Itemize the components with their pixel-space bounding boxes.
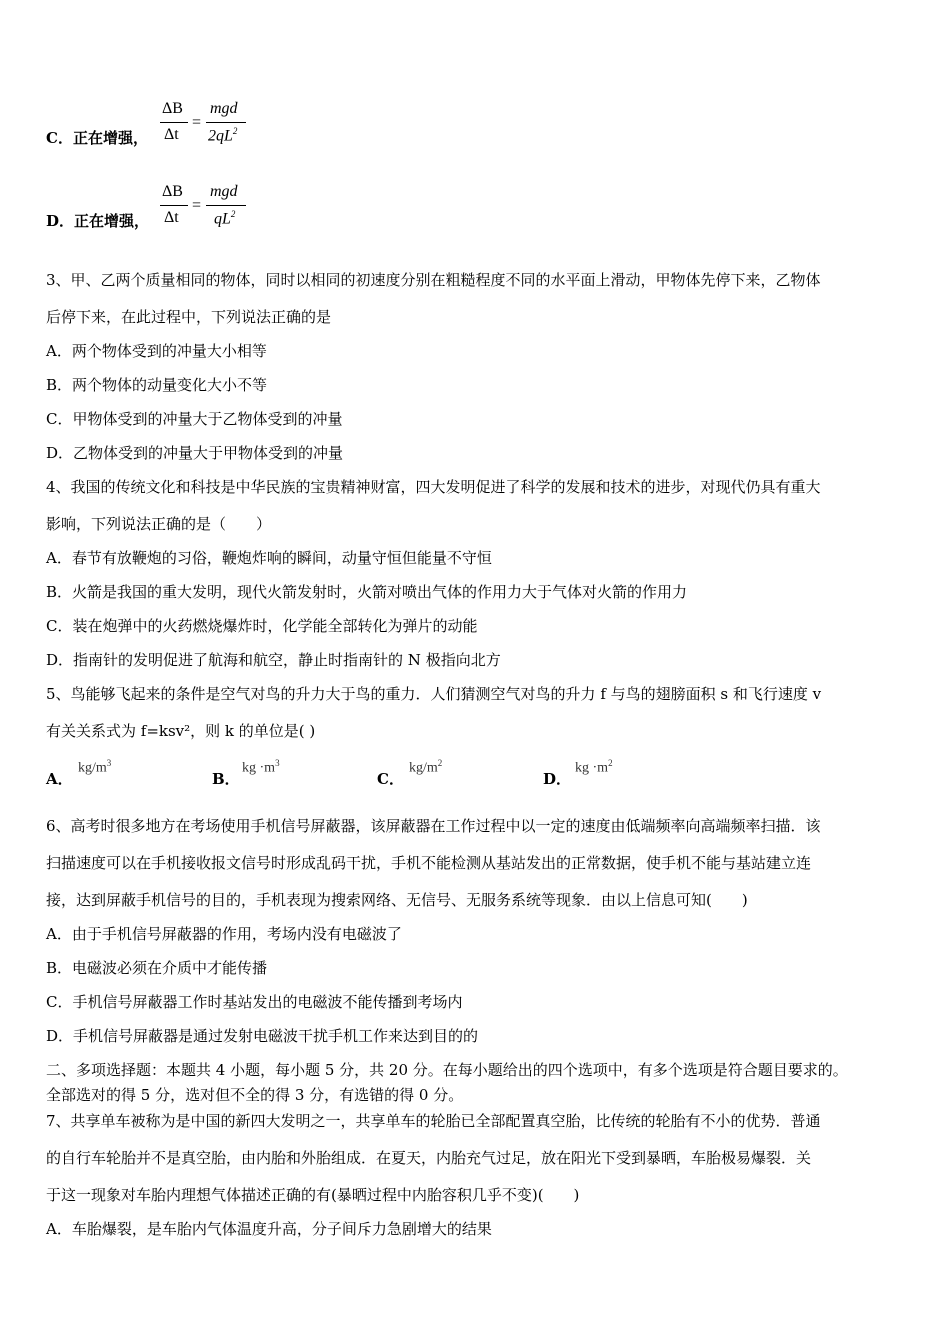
q4-stem-line2: 影响，下列说法正确的是（ ） [46,515,272,533]
section2-heading-line2: 全部选对的得 5 分，选对但不全的得 3 分，有选错的得 0 分。 [46,1086,464,1104]
q5-stem-line1: 5、鸟能够飞起来的条件是空气对鸟的升力大于鸟的重力．人们猜测空气对鸟的升力 f 与鸟的翅膀面积 s 和飞行速度 v [46,685,822,703]
q3-option-b: B．两个物体的动量变化大小不等 [46,376,268,394]
q5-option-c-label: C． [377,770,404,788]
q6-stem-line3: 接，达到屏蔽手机信号的目的，手机表现为搜索网络、无信号、无服务系统等现象．由以上信息可知( ) [46,891,748,909]
q4-option-a: A．春节有放鞭炮的习俗，鞭炮炸响的瞬间，动量守恒但能量不守恒 [46,549,492,567]
q2-option-d-fraction-left [160,183,190,233]
q6-stem-line2: 扫描速度可以在手机接收报文信号时形成乱码干扰，手机不能检测从基站发出的正常数据，使手机不能与基站建立连 [46,854,812,872]
q3-option-a: A．两个物体受到的冲量大小相等 [46,342,267,360]
q6-option-a: A．由于手机信号屏蔽器的作用，考场内没有电磁波了 [46,925,402,943]
fraction-numerator: mgd [210,183,238,200]
fraction-bar [160,205,188,206]
q7-stem-line3: 于这一现象对车胎内理想气体描述正确的有(暴晒过程中内胎容积几乎不变)( ) [46,1186,580,1204]
section2-heading-line1: 二、多项选择题：本题共 4 小题，每小题 5 分，共 20 分。在每小题给出的四个选项中，有多个选项是符合题目要求的。 [46,1061,848,1079]
fraction-denominator: qL [214,210,231,228]
q3-stem-line1: 3、甲、乙两个质量相同的物体，同时以相同的初速度分别在粗糙程度不同的水平面上滑动，甲物体先停下来，乙物体 [46,271,821,289]
q4-option-c: C．装在炮弹中的火药燃烧爆炸时，化学能全部转化为弹片的动能 [46,617,478,635]
fraction-numerator: mgd [210,100,238,117]
fraction-numerator: ΔB [162,100,183,117]
q6-option-d: D．手机信号屏蔽器是通过发射电磁波干扰手机工作来达到目的的 [46,1027,479,1045]
q2-option-c-fraction-right: mgd $2qL^2$ [206,100,250,150]
q4-option-b: B．火箭是我国的重大发明，现代火箭发射时，火箭对喷出气体的作用力大于气体对火箭的作用力 [46,583,688,601]
equals-sign: = [192,114,202,131]
q3-option-d: D．乙物体受到的冲量大于甲物体受到的冲量 [46,444,344,462]
q2-option-c-fraction-left [160,100,190,150]
q5-option-d-unit: kg ·m [575,760,609,776]
q7-option-a: A．车胎爆裂，是车胎内气体温度升高，分子间斥力急剧增大的结果 [46,1220,492,1238]
q3-stem-line2: 后停下来，在此过程中，下列说法正确的是 [46,308,332,326]
fraction-bar [206,122,246,123]
fraction-bar [160,122,188,123]
q5-stem-line2: 有关关系式为 f=ksv²，则 k 的单位是( ) [46,722,316,740]
equals-sign: = [192,197,202,214]
fraction-denominator: Δt [164,126,179,143]
q2-option-d-fraction-right: mgd $qL^2$ [206,183,250,233]
q2-option-d-label: D．正在增强， [46,212,150,230]
q6-option-c: C．手机信号屏蔽器工作时基站发出的电磁波不能传播到考场内 [46,993,463,1011]
q4-option-d: D．指南针的发明促进了航海和航空，静止时指南针的 N 极指向北方 [46,651,501,669]
q5-option-b-label: B． [212,770,240,788]
q6-stem-line1: 6、高考时很多地方在考场使用手机信号屏蔽器，该屏蔽器在工作过程中以一定的速度由低端频率向高端频率扫描．该 [46,817,821,835]
q6-option-b: B．电磁波必须在介质中才能传播 [46,959,268,977]
fraction-numerator: ΔB [162,183,183,200]
fraction-bar [206,205,246,206]
q5-option-c-unit: kg/m [409,760,438,776]
q3-option-c: C．甲物体受到的冲量大于乙物体受到的冲量 [46,410,343,428]
q7-stem-line1: 7、共享单车被称为是中国的新四大发明之一，共享单车的轮胎已全部配置真空胎，比传统的轮胎有不小的优势．普通 [46,1112,821,1130]
q7-stem-line2: 的自行车轮胎并不是真空胎，由内胎和外胎组成．在夏天，内胎充气过足，放在阳光下受到暴晒，车胎极易爆裂．关 [46,1149,812,1167]
q5-option-a-label: A． [46,770,73,788]
q4-stem-line1: 4、我国的传统文化和科技是中华民族的宝贵精神财富，四大发明促进了科学的发展和技术的进步，对现代仍具有重大 [46,478,821,496]
fraction-denominator: Δt [164,209,179,226]
q2-option-c-label: C．正在增强， [46,129,148,147]
q5-option-d-label: D． [543,770,572,788]
fraction-denominator: 2qL [208,127,233,145]
q5-option-b-unit: kg ·m [242,760,276,776]
q5-option-a-unit: kg/m [78,760,107,776]
